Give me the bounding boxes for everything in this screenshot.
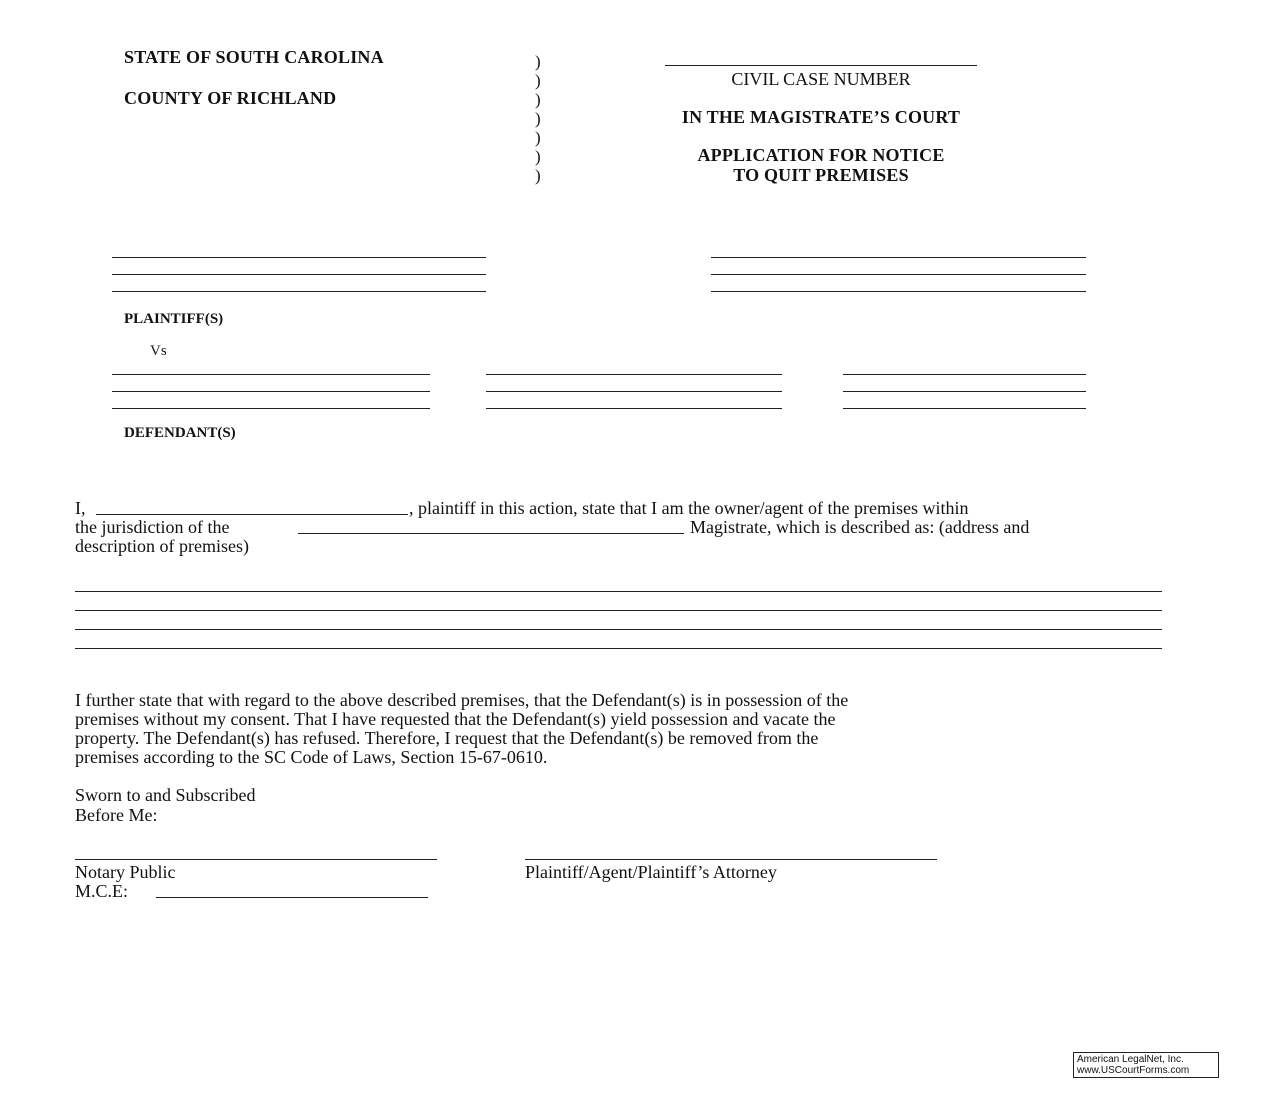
statement-line2: Magistrate, which is described as: (address and — [690, 517, 1030, 537]
plaintiff-address-line[interactable] — [711, 274, 1086, 275]
plaintiff-signature-line[interactable] — [525, 859, 937, 860]
form-title-line1: APPLICATION FOR NOTICE — [697, 145, 945, 165]
mce-label: M.C.E: — [75, 881, 129, 901]
sworn-line1: Sworn to and Subscribed — [75, 785, 256, 805]
state-heading: STATE OF SOUTH CAROLINA — [124, 47, 384, 67]
plaintiff-address-line[interactable] — [711, 257, 1086, 258]
plaintiff-name-blank[interactable] — [96, 514, 408, 515]
defendant-name-line[interactable] — [112, 408, 430, 409]
publisher-website: www.USCourtForms.com — [1077, 1065, 1190, 1076]
publisher-stamp — [1073, 1052, 1219, 1078]
statement-i: I, — [75, 498, 86, 518]
versus-label: Vs — [150, 343, 167, 359]
defendant-name-line[interactable] — [112, 374, 430, 375]
caption-paren: ) — [535, 52, 541, 71]
defendant-address-line[interactable] — [486, 408, 782, 409]
defendant-name-line[interactable] — [112, 391, 430, 392]
statement-line3: description of premises) — [75, 536, 249, 556]
defendant-address-line[interactable] — [486, 374, 782, 375]
plaintiff-name-line[interactable] — [112, 257, 486, 258]
caption-paren: ) — [535, 147, 541, 166]
declaration-line2: premises without my consent. That I have requested that the Defendant(s) yield possession and vacate the — [75, 709, 836, 729]
declaration-line4: premises according to the SC Code of Laws, Section 15-67-0610. — [75, 747, 548, 767]
case-number-label: CIVIL CASE NUMBER — [731, 69, 911, 89]
plaintiff-signature-label: Plaintiff/Agent/Plaintiff’s Attorney — [525, 862, 777, 882]
premises-description-line[interactable] — [75, 610, 1162, 611]
mce-blank[interactable] — [156, 897, 428, 898]
caption-paren: ) — [535, 166, 541, 185]
declaration-line1: I further state that with regard to the above described premises, that the Defendant(s) is in possession of the — [75, 690, 849, 710]
statement-jurisdiction: the jurisdiction of the — [75, 517, 230, 537]
caption-paren: ) — [535, 128, 541, 147]
notary-label: Notary Public — [75, 862, 176, 882]
publisher-name: American LegalNet, Inc. — [1077, 1054, 1184, 1065]
sworn-line2: Before Me: — [75, 805, 158, 825]
premises-description-line[interactable] — [75, 591, 1162, 592]
form-title-line2: TO QUIT PREMISES — [733, 165, 909, 185]
caption-paren: ) — [535, 109, 541, 128]
caption-paren: ) — [535, 71, 541, 90]
plaintiff-name-line[interactable] — [112, 291, 486, 292]
notary-signature-line[interactable] — [75, 859, 437, 860]
case-number-field[interactable] — [665, 65, 977, 66]
declaration-line3: property. The Defendant(s) has refused. Therefore, I request that the Defendant(s) be removed from the — [75, 728, 819, 748]
defendant-city-line[interactable] — [843, 391, 1086, 392]
plaintiff-address-line[interactable] — [711, 291, 1086, 292]
defendant-address-line[interactable] — [486, 391, 782, 392]
plaintiff-label: PLAINTIFF(S) — [124, 311, 224, 327]
premises-description-line[interactable] — [75, 629, 1162, 630]
court-heading: IN THE MAGISTRATE’S COURT — [681, 107, 961, 127]
county-heading: COUNTY OF RICHLAND — [124, 88, 337, 108]
defendant-city-line[interactable] — [843, 374, 1086, 375]
jurisdiction-blank[interactable] — [298, 533, 684, 534]
caption-paren: ) — [535, 90, 541, 109]
plaintiff-name-line[interactable] — [112, 274, 486, 275]
defendant-label: DEFENDANT(S) — [124, 425, 236, 441]
statement-line1: , plaintiff in this action, state that I am the owner/agent of the premises within — [409, 498, 969, 518]
premises-description-line[interactable] — [75, 648, 1162, 649]
defendant-city-line[interactable] — [843, 408, 1086, 409]
